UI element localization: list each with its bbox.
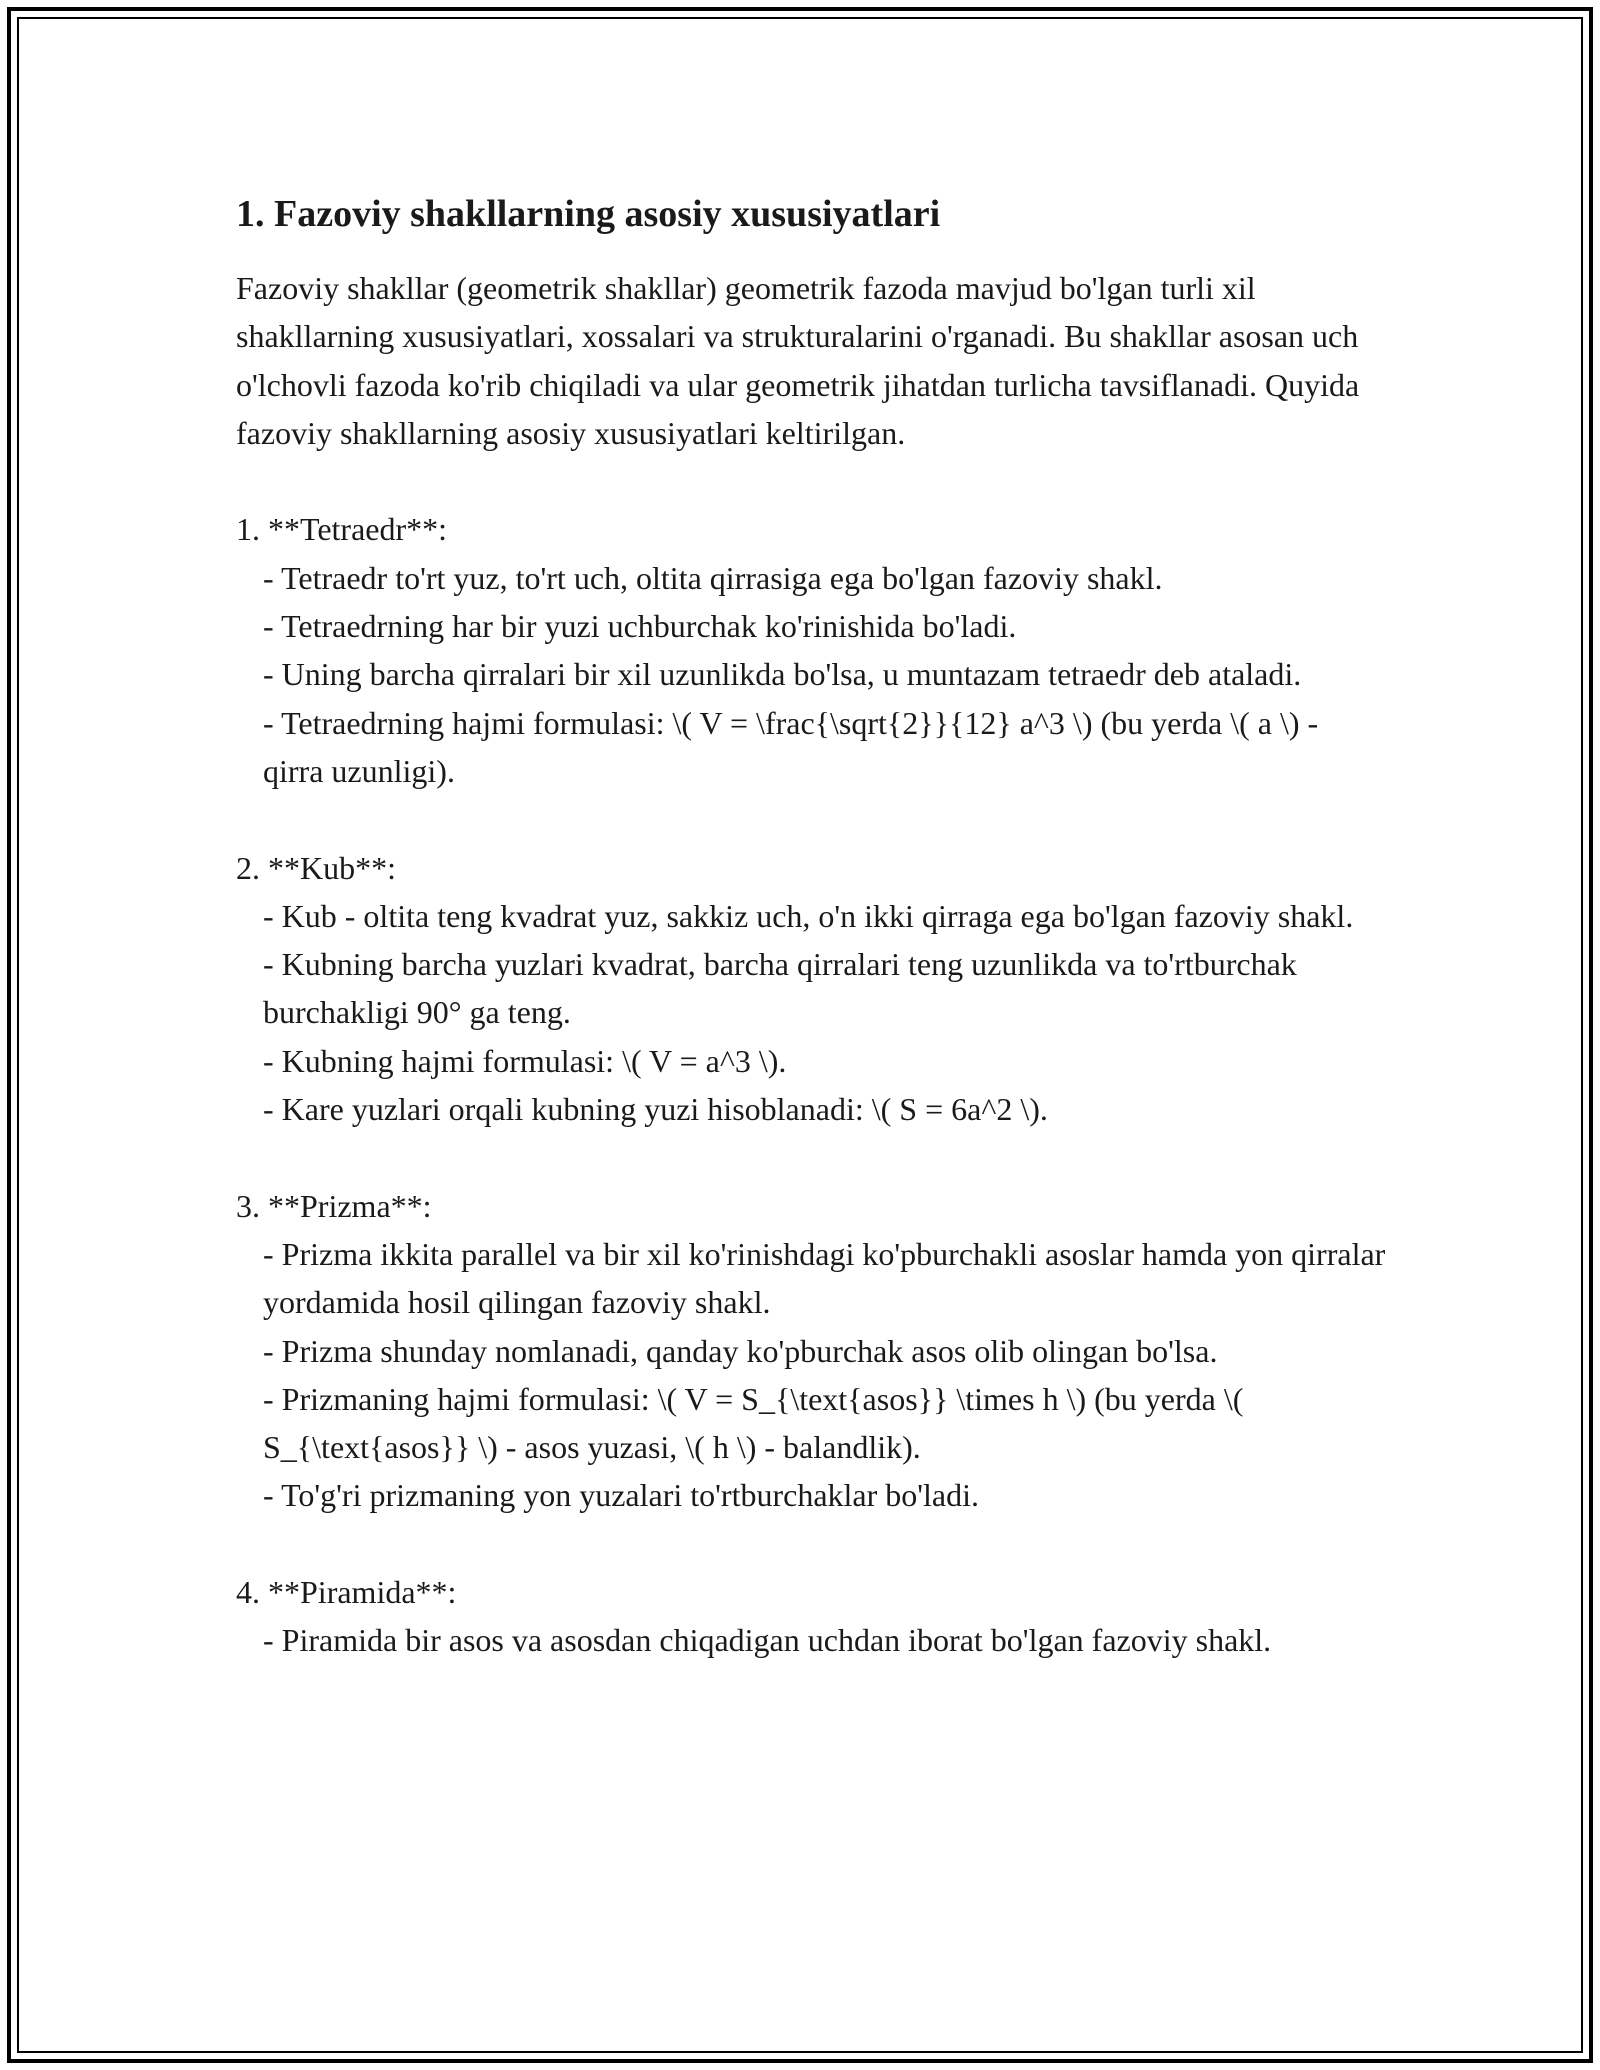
- list-item: - Prizmaning hajmi formulasi: \( V = S_{\text{asos}} \times h \) (bu yerda \( S_{\text{asos}} \) - asos yuzasi, \( h \) - balandlik).: [263, 1380, 1252, 1466]
- list-item: - Tetraedrning har bir yuzi uchburchak ko'rinishida bo'ladi.: [263, 608, 1017, 645]
- section-heading: 2. **Kub**:: [236, 849, 396, 886]
- list-item: - Kubning hajmi formulasi: \( V = a^3 \).: [263, 1042, 787, 1079]
- list-item: - Piramida bir asos va asosdan chiqadigan uchdan iborat bo'lgan fazoviy shakl.: [263, 1622, 1272, 1659]
- list-item: - To'g'ri prizmaning yon yuzalari to'rtburchaklar bo'ladi.: [263, 1477, 980, 1514]
- section-tetraedr: [236, 505, 1386, 795]
- list-item: - Kub - oltita teng kvadrat yuz, sakkiz uch, o'n ikki qirraga ega bo'lgan fazoviy shakl.: [263, 897, 1354, 934]
- section-heading: 4. **Piramida**:: [236, 1574, 457, 1611]
- spacer: [236, 1133, 1386, 1181]
- spacer: [236, 1520, 1386, 1568]
- section-prizma: [236, 1182, 1394, 1520]
- list-item: - Prizma ikkita parallel va bir xil ko'rinishdagi ko'pburchakli asoslar hamda yon qirralar yordamida hosil qilingan fazoviy shakl.: [263, 1235, 1394, 1321]
- list-item: - Prizma shunday nomlanadi, qanday ko'pburchak asos olib olingan bo'lsa.: [263, 1332, 1218, 1369]
- spacer: [236, 457, 1386, 505]
- list-item: - Kubning barcha yuzlari kvadrat, barcha qirralari teng uzunlikda va to'rtburchak burchakligi 90° ga teng.: [263, 946, 1305, 1031]
- section-heading: 3. **Prizma**:: [236, 1187, 432, 1224]
- document-title: 1. Fazoviy shakllarning asosiy xususiyatlari: [236, 193, 941, 235]
- intro-paragraph: Fazoviy shakllar (geometrik shakllar) geometrik fazoda mavjud bo'lgan turli xil shakllarning xususiyatlari, xossalari va strukturalarini o'rganadi. Bu shakllar asosan uch o'lchovli fazoda ko'rib chiqiladi va ular geometrik jihatdan turlicha tavsiflanadi. Quyida fazoviy shakllarning asosiy xususiyatlari keltirilgan.: [236, 270, 1360, 451]
- section-piramida: [236, 1568, 1386, 1665]
- section-heading: 1. **Tetraedr**:: [236, 511, 448, 548]
- document-body: [236, 186, 1394, 1665]
- spacer: [236, 795, 1386, 843]
- list-item: - Tetraedr to'rt yuz, to'rt uch, oltita qirrasiga ega bo'lgan fazoviy shakl.: [263, 559, 1163, 596]
- list-item: - Tetraedrning hajmi formulasi: \( V = \frac{\sqrt{2}}{12} a^3 \) (bu yerda \( a \) - qirra uzunligi).: [263, 704, 1327, 789]
- list-item: - Uning barcha qirralari bir xil uzunlikda bo'lsa, u muntazam tetraedr deb ataladi.: [263, 656, 1302, 693]
- list-item: - Kare yuzlari orqali kubning yuzi hisoblanadi: \( S = 6a^2 \).: [263, 1091, 1048, 1128]
- section-kub: [236, 844, 1386, 1134]
